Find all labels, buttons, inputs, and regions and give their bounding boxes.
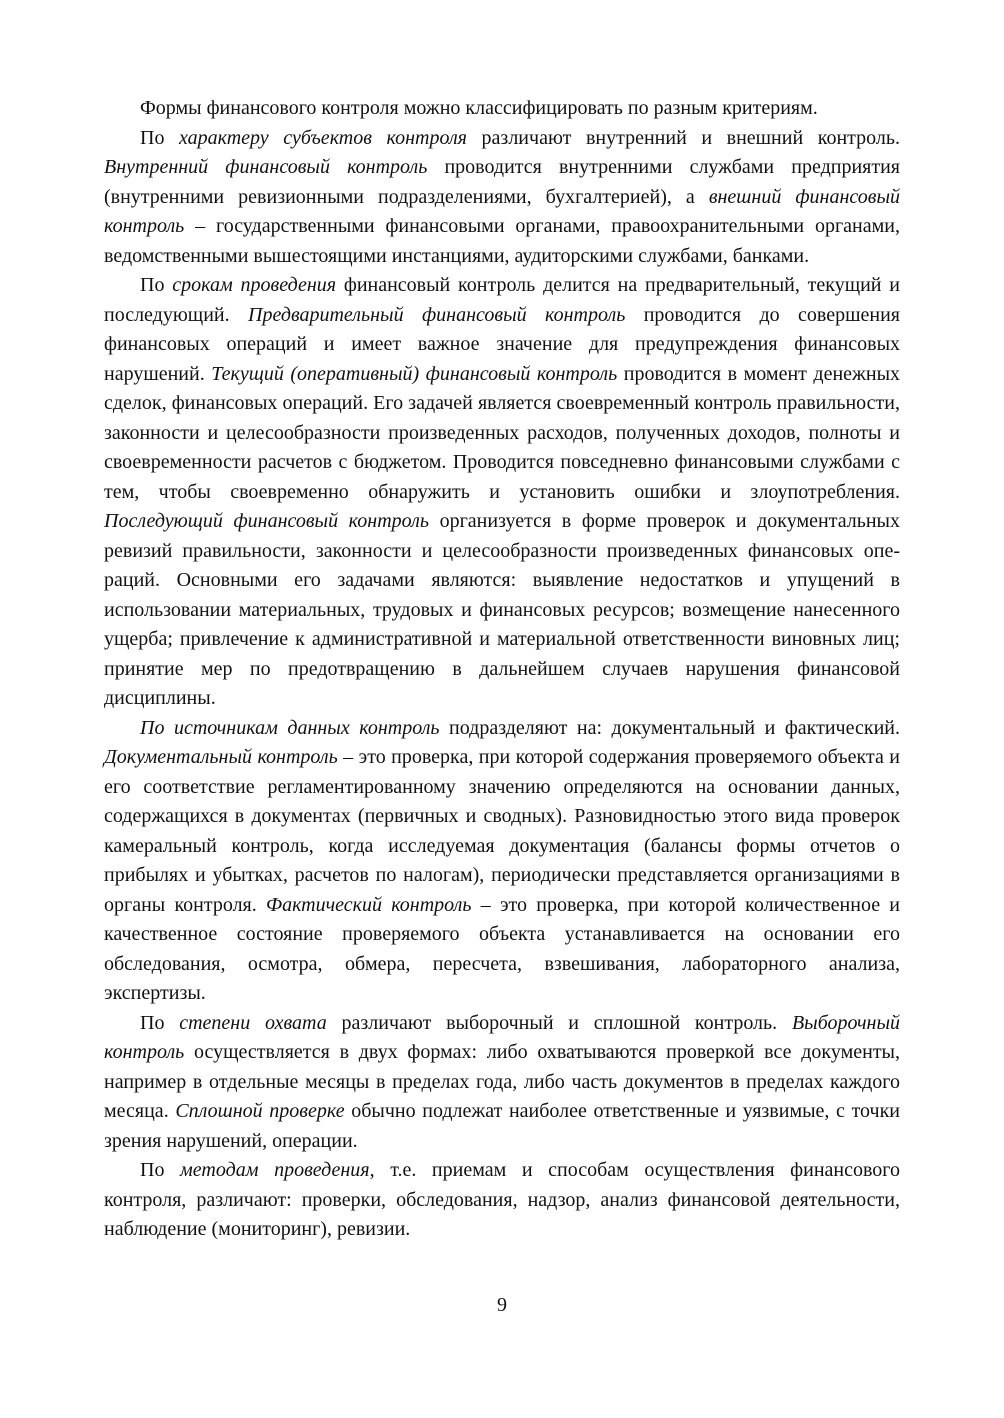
page-number: 9 bbox=[497, 1294, 507, 1316]
paragraph-subjects: По характеру субъектов контроля различают внутренний и внешний контроль. Внутренний финансовый контроль проводится внутренними службами предприятия (внутренними ревизионными подразделениями, бухгалтерией), а внешний финансовый контроль – государственными финансовыми органами, правоохранительными органами, ведомственными вышестоящими инстанциями, аудиторскими службами, банками. bbox=[104, 126, 900, 267]
body-text bbox=[104, 94, 900, 1245]
paragraph-coverage: По степени охвата различают выборочный и сплошной контроль. Выборочный контроль осуществляется в двух формах: либо охватываются проверкой все документы, например в отдельные месяцы в пределах года, либо часть документов в пределах каждого месяца. Сплошной проверке обычно подлежат наиболее ответственные и уязвимые, с точки зрения нарушений, операции. bbox=[104, 1011, 901, 1152]
paragraph-intro: Формы финансового контроля можно классифицировать по разным критериям. bbox=[140, 97, 818, 119]
paragraph-timing: По срокам проведения финансовый контроль делится на предварительный, текущий и последующий. Предварительный финансовый контроль проводится до совершения финансовых операций и имеет важное значение для предупреждения финансовых нарушений. Текущий (оперативный) финансовый контроль проводится в момент денежных сделок, финансовых операций. Его задачей является своевременный контроль правильности, законности и целесообразности произведенных расходов, полученных доходов, полноты и своевременности расчетов с бюджетом. Проводится повседневно финансовыми службами с тем, чтобы своевременно обнаружить и установить ошибки и злоупотребления. Последующий финансовый контроль организуется в форме проверок и документальных ревизий правильности, законности и целесообразности произведенных финансовых операций. Основными его задачами являются: выявление недостатков и упущений в использовании материальных, трудовых и финансовых ресурсов; возмещение нанесенного ущерба; привлечение к административной и материальной ответственности виновных лиц; принятие мер по предотвращению в дальнейшем случаев нарушения финансовой дисциплины. bbox=[104, 274, 901, 709]
paragraph-sources: По источникам данных контроль подразделяют на: документальный и фактический. Документальный контроль – это проверка, при которой содержания проверяемого объекта и его соответствие регламентированному значению определяются на основании данных, содержащихся в документах (первичных и сводных). Разновидностью этого вида проверок камеральный контроль, когда исследуемая документация (балансы формы отчетов о прибылях и убытках, расчетов по налогам), периодически представляется организациями в органы контроля. Фактический контроль – это проверка, при которой количественное и качественное состояние проверяемого объекта устанавливается на основании его обследования, осмотра, обмера, пересчета, взвешивания, лабораторного анализа, экспертизы. bbox=[104, 716, 900, 1004]
paragraph-methods: По методам проведения, т.е. приемам и способам осуществления финансового контроля, различают: проверки, обследования, надзор, анализ финансовой деятельности, наблюдение (мониторинг), ревизии. bbox=[104, 1159, 900, 1240]
